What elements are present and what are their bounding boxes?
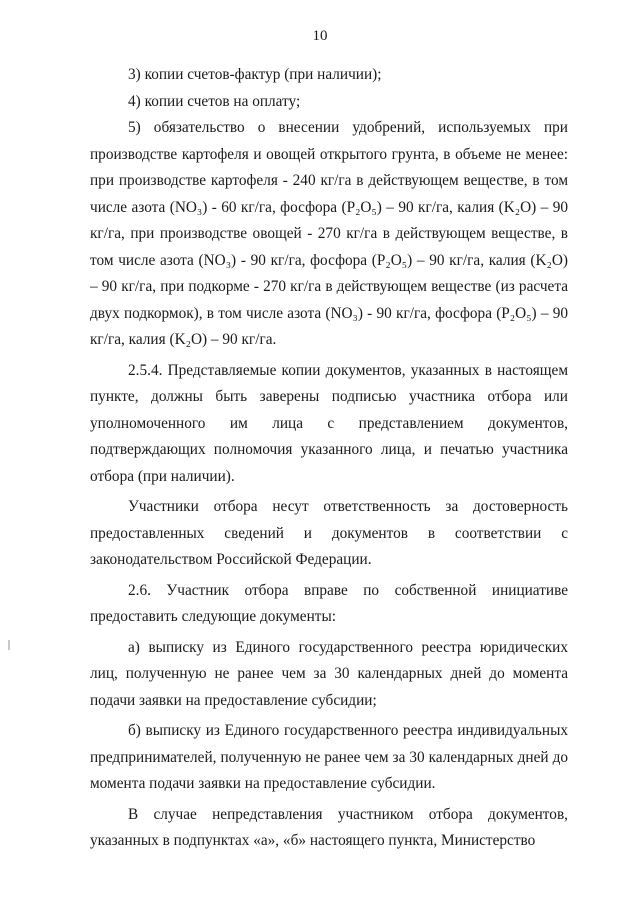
document-body — [90, 62, 568, 855]
paragraph-2-6-optional-documents: 2.6. Участник отбора вправе по собственной инициативе предоставить следующие документы: — [90, 581, 568, 625]
paragraph-invoice-copies: 3) копии счетов-фактур (при наличии); — [128, 66, 382, 83]
paragraph-non-submission: В случае непредставления участником отбора документов, указанных в подпунктах «а», «б» настоящего пункта, Министерство — [90, 805, 568, 849]
page-number: 10 — [312, 28, 328, 44]
paragraph-entrepreneurs-extract: б) выписку из Единого государственного реестра индивидуальных предпринимателей, полученную не ранее чем за 30 календарных дней до момента подачи заявки на предоставление субсидии. — [90, 722, 568, 792]
paragraph-fertilizer-obligation: 5) обязательство о внесении удобрений, используемых при производстве картофеля и овощей открытого грунта, в объеме не менее: при производстве картофеля - 240 кг/га в действующем веществе, в том числе азота (NO₃) - 60 кг/га, фосфора (P₂O₅) – 90 кг/га, калия (K₂O) – 90 кг/га, при производстве овощей - 270 кг/га в действующем веществе, в том числе азота (NO₃) - 90 кг/га, фосфора (P₂O₅) – 90 кг/га, калия (K₂O) – 90 кг/га, при подкорме - 270 кг/га в действующем веществе (из расчета двух подкормок), в том числе азота (NO₃) - 90 кг/га, фосфора (P₂O₅) – 90 кг/га, калия (K₂O) – 90 кг/га. — [90, 119, 568, 348]
paragraph-2-5-4-certification: 2.5.4. Представляемые копии документов, указанных в настоящем пункте, должны быть заверены подписью участника отбора или уполномоченного им лица с представлением документов, подтверждающих полномочия указанного лица, и печатью участника отбора (при наличии). — [90, 361, 568, 485]
paragraph-legal-entities-extract: а) выписку из Единого государственного реестра юридических лиц, полученную не ранее чем за 30 календарных дней до момента подачи заявки на предоставление субсидии; — [90, 638, 568, 709]
paragraph-payment-invoice-copies: 4) копии счетов на оплату; — [128, 92, 301, 110]
paragraph-participant-responsibility: Участники отбора несут ответственность за достоверность предоставленных сведений и документов в соответствии с законодательством Российской Федерации. — [90, 498, 568, 568]
scan-margin-mark — [8, 640, 10, 650]
